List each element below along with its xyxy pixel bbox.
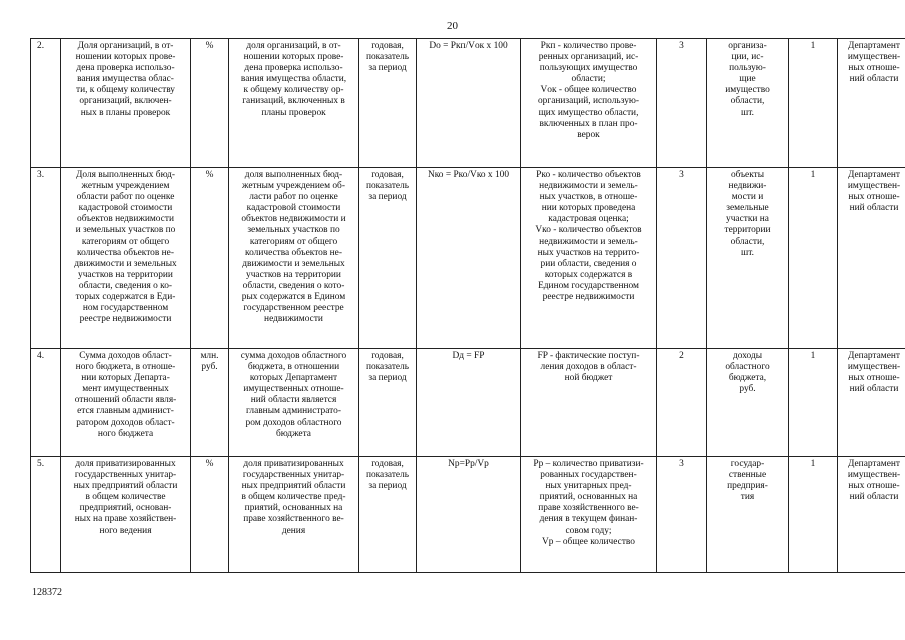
- responsible-cell: Департамент имуществен- ных отноше- ний области: [838, 39, 905, 168]
- formula-cell: Dд = FP: [417, 349, 521, 457]
- unit-cell: %: [191, 39, 229, 168]
- responsible-cell: Департамент имуществен- ных отноше- ний области: [838, 168, 905, 349]
- page-number: 20: [447, 20, 458, 32]
- components-cell: Ркп - количество прове- ренных организаций, ис- пользующих имущество области; Vок - общее количество организаций, использую- щих имущество области, включенных в план про- верок: [521, 39, 657, 168]
- responsible-cell: Департамент имуществен- ных отноше- ний области: [838, 457, 905, 573]
- indicators-table: [30, 38, 905, 573]
- table-row: [31, 457, 905, 573]
- method-cell: 3: [657, 457, 707, 573]
- table-row: [31, 168, 905, 349]
- unit-cell: %: [191, 457, 229, 573]
- period-cell: годовая, показатель за период: [359, 39, 417, 168]
- indicator-name: доля приватизированных государственных унитар- ных предприятий области в общем количестве предприятий, основан- ных на праве хозяйствен- ного ведения: [61, 457, 191, 573]
- flag-cell: 1: [789, 39, 838, 168]
- period-cell: годовая, показатель за период: [359, 168, 417, 349]
- table-row: [31, 349, 905, 457]
- responsible-cell: Департамент имуществен- ных отноше- ний области: [838, 349, 905, 457]
- definition-cell: доля организаций, в от- ношении которых прове- дена проверка использо- вания имущества области, к общему количеству ор- ганизаций, включенных в планы проверок: [229, 39, 359, 168]
- indicator-name: Сумма доходов област- ного бюджета, в отноше- нии которых Департа- мент имущественных отношений области явля- ется главным админист- ратором доходов област- ного бюджета: [61, 349, 191, 457]
- row-number: 2.: [31, 39, 61, 168]
- flag-cell: 1: [789, 349, 838, 457]
- object-cell: государ- ственные предприя- тия: [707, 457, 789, 573]
- object-cell: организа- ции, ис- пользую- щие имущество области, шт.: [707, 39, 789, 168]
- method-cell: 2: [657, 349, 707, 457]
- definition-cell: доля выполненных бюд- жетным учреждением об- ласти работ по оценке кадастровой стоимости объектов недвижимости и земельных участков по категориям от общего количества объектов не- движимости и земельных участков на территории области, сведения о кото- рых содержатся в Едином государственном реестре недвижимости: [229, 168, 359, 349]
- row-number: 4.: [31, 349, 61, 457]
- components-cell: Pp – количество приватизи- рованных государствен- ных унитарных пред- приятий, основанных на праве хозяйственного ве- дения в текущем финан- совом году; Vp – общее количество: [521, 457, 657, 573]
- formula-cell: Nко = Рко/Vко x 100: [417, 168, 521, 349]
- document-code: 128372: [32, 587, 62, 598]
- period-cell: годовая, показатель за период: [359, 457, 417, 573]
- flag-cell: 1: [789, 457, 838, 573]
- object-cell: объекты недвижи- мости и земельные участки на территории области, шт.: [707, 168, 789, 349]
- definition-cell: доля приватизированных государственных унитар- ных предприятий области в общем количестве пред- приятий, основанных на праве хозяйственного ве- дения: [229, 457, 359, 573]
- period-cell: годовая, показатель за период: [359, 349, 417, 457]
- components-cell: Рко - количество объектов недвижимости и земель- ных участков, в отноше- нии которых проведена кадастровая оценка; Vко - количество объектов недвижимости и земель- ных участков на террито- рии области, сведения о которых содержатся в Едином государственном реестре недвижимости: [521, 168, 657, 349]
- row-number: 3.: [31, 168, 61, 349]
- indicator-name: Доля организаций, в от- ношении которых прове- дена проверка использо- вания имущества облас- ти, к общему количеству организаций, включен- ных в планы проверок: [61, 39, 191, 168]
- indicator-name: Доля выполненных бюд- жетным учреждением области работ по оценке кадастровой стоимости объектов недвижимости и земельных участков по категориям от общего количества объектов не- движимости и земельных участков на территории области, сведения о ко- торых содержатся в Еди- ном государственном реестре недвижимости: [61, 168, 191, 349]
- unit-cell: млн. руб.: [191, 349, 229, 457]
- row-number: 5.: [31, 457, 61, 573]
- method-cell: 3: [657, 39, 707, 168]
- object-cell: доходы областного бюджета, руб.: [707, 349, 789, 457]
- table-row: [31, 39, 905, 168]
- unit-cell: %: [191, 168, 229, 349]
- formula-cell: Do = Ркп/Vок x 100: [417, 39, 521, 168]
- formula-cell: Np=Pp/Vp: [417, 457, 521, 573]
- method-cell: 3: [657, 168, 707, 349]
- flag-cell: 1: [789, 168, 838, 349]
- components-cell: FP - фактические поступ- ления доходов в област- ной бюджет: [521, 349, 657, 457]
- definition-cell: сумма доходов областного бюджета, в отношении которых Департамент имущественных отноше- ний области является главным администрато- ром доходов областного бюджета: [229, 349, 359, 457]
